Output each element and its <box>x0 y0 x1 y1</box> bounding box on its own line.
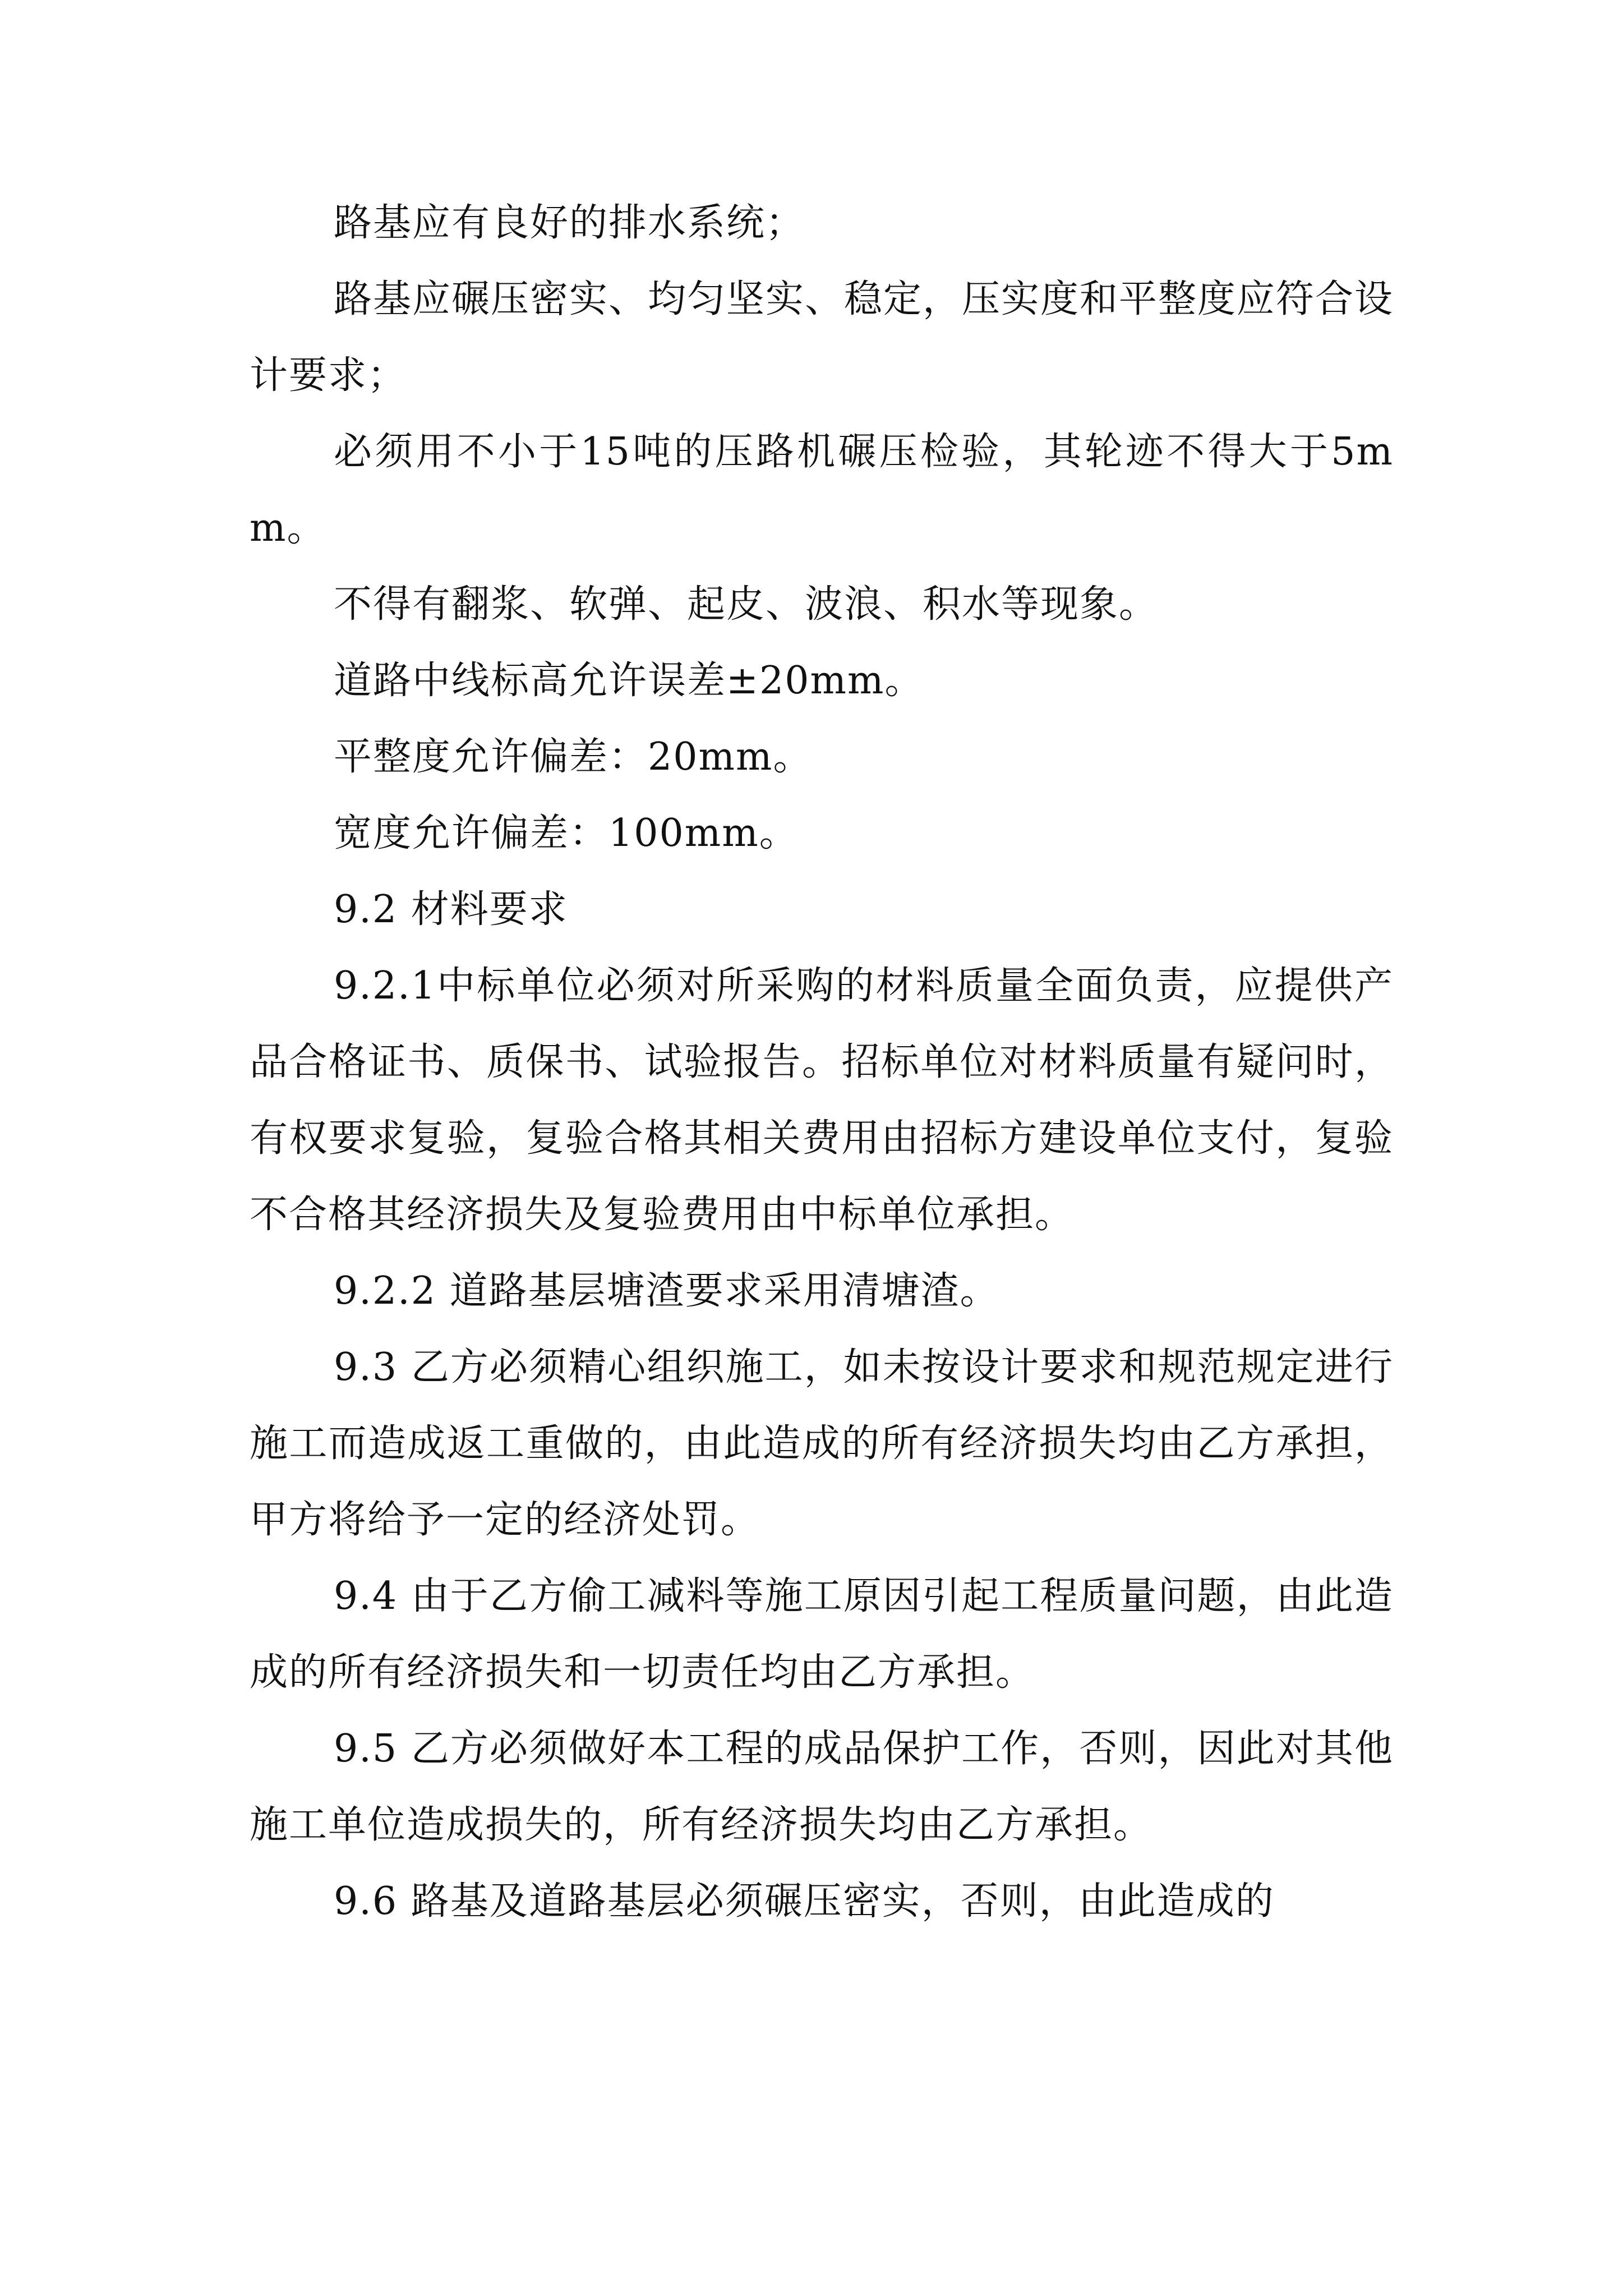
paragraph-defects: 不得有翻浆、软弹、起皮、波浪、积水等现象。 <box>334 582 1159 627</box>
paragraph-9-4: 9.4 由于乙方偷工减料等施工原因引起工程质量问题，由此造成的所有经济损失和一切责任均由乙方承担。 <box>250 1574 1394 1695</box>
paragraph-9-2-2: 9.2.2 道路基层塘渣要求采用清塘渣。 <box>334 1269 999 1313</box>
document-body <box>250 185 1394 1940</box>
paragraph-roller-test: 必须用不小于15吨的压路机碾压检验，其轮迹不得大于5mm。 <box>250 430 1394 550</box>
paragraph-9-6: 9.6 路基及道路基层必须碾压密实，否则，由此造成的 <box>334 1879 1275 1924</box>
paragraph-9-5: 9.5 乙方必须做好本工程的成品保护工作，否则，因此对其他施工单位造成损失的，所有经济损失均由乙方承担。 <box>250 1727 1394 1847</box>
paragraph-compaction: 路基应碾压密实、均匀坚实、稳定，压实度和平整度应符合设计要求； <box>250 277 1394 398</box>
paragraph-width-tolerance: 宽度允许偏差：100mm。 <box>334 811 799 855</box>
paragraph-centerline-tolerance: 道路中线标高允许误差±20mm。 <box>334 659 924 703</box>
paragraph-flatness-tolerance: 平整度允许偏差：20mm。 <box>334 735 813 779</box>
paragraph-9-2-1: 9.2.1中标单位必须对所采购的材料质量全面负责，应提供产品合格证书、质保书、试验报告。招标单位对材料质量有疑问时，有权要求复验，复验合格其相关费用由招标方建设单位支付，复验不合格其经济损失及复验费用由中标单位承担。 <box>250 964 1394 1237</box>
section-heading-9-2: 9.2 材料要求 <box>334 887 568 932</box>
paragraph-9-3: 9.3 乙方必须精心组织施工，如未按设计要求和规范规定进行施工而造成返工重做的，由此造成的所有经济损失均由乙方承担，甲方将给予一定的经济处罚。 <box>250 1345 1394 1542</box>
paragraph-drainage: 路基应有良好的排水系统； <box>334 201 805 245</box>
